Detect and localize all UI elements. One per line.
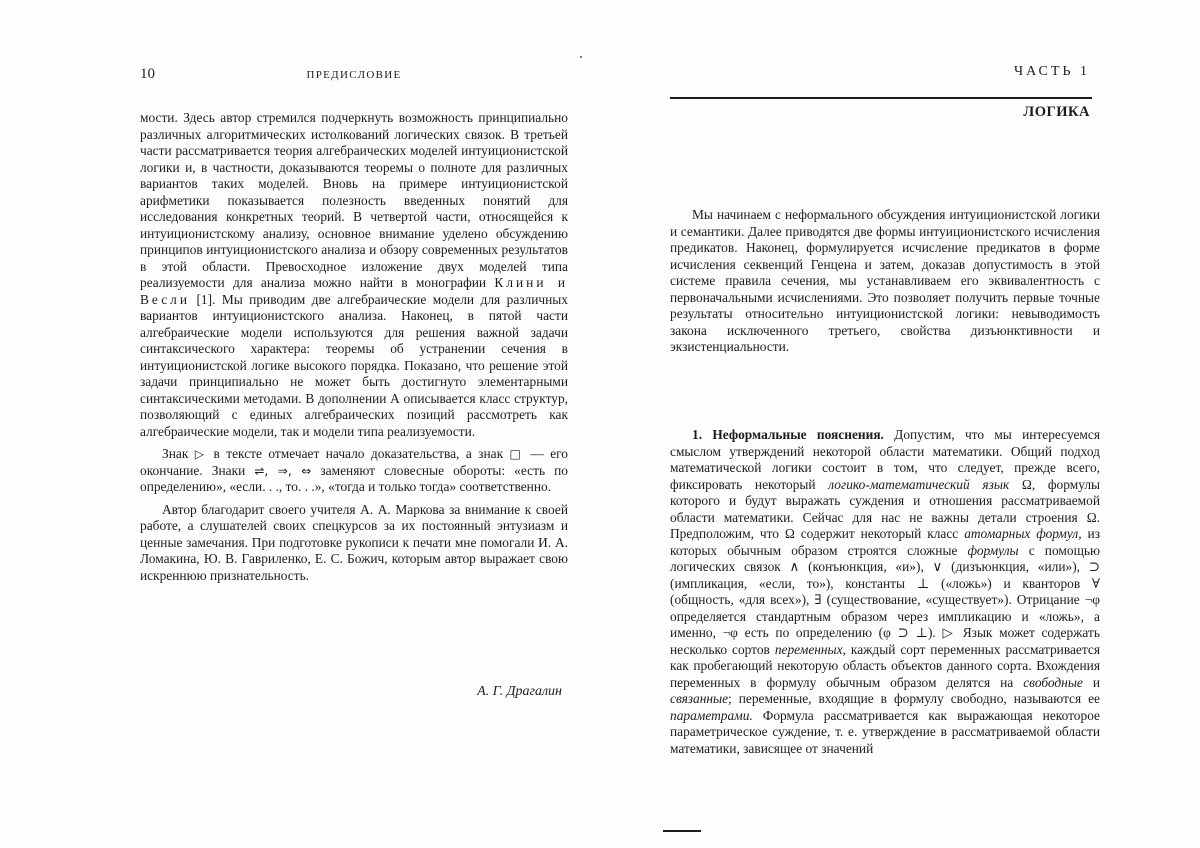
paragraph-text: каждый сорт переменных рассматривается как пробегающий некоторую область объектов данного сорта. Вхождения переменных в формулу обычным образом делятся на (670, 641, 1100, 690)
part-title: ЛОГИКА (1023, 104, 1090, 120)
proof-end-symbol: □ (509, 447, 524, 461)
preface-paragraph (140, 110, 568, 440)
paper-speck (580, 56, 582, 58)
italic-term: связанные (670, 691, 729, 706)
page-number: 10 (140, 66, 155, 82)
paragraph-text: с помощью логических связок ∧ (конъюнкция, «и»), ∨ (дизъюнкция, «или»), ⊃ (импликация, «если, то»), константы ⊥ («ложь») и кванторов ∀ (общность, «для всех»), ∃ (существование, «существует»). Отрицание ¬φ определяется стандартным образом через импликацию и «ложь», а именно, ¬φ есть по определению (φ ⊃ ⊥). ▷ Язык может содержать несколько сортов (670, 542, 1100, 657)
paragraph-text: заменяют словесные обороты: «есть по определению», «если. . ., то. . .», «тогда и только тогда» соответственно. (140, 462, 569, 494)
preface-text (140, 110, 568, 584)
section-1 (670, 427, 1100, 757)
paragraph-text: мости. Здесь автор стремился подчеркнуть возможность принципиально различных алгоритмических истолкований логических связок. В третьей части рассматривается теория алгебраических моделей интуиционистской логики и, в частности, доказываются теоремы о полноте для различных вариантов таких моделей. Вновь на примере интуиционистской арифметики показывается полезность введенных понятий для исследования конкретных теорий. В четвертой части, относящейся к интуиционистскому анализу, основное внимание уделено обсуждению принципов интуиционистского анализа и обзору современных результатов в этой области. Превосходное изложение двух моделей типа реализуемости для анализа можно найти в монографии (140, 110, 568, 290)
author-signature: А. Г. Драгалин (477, 684, 562, 699)
paragraph-text: Допустим, что мы интересуемся смыслом утверждений некоторой области математики. Общий подход математической логики состоит в том, что следует, прежде всего, фиксировать некоторый (670, 427, 1100, 492)
cited-authors: Клини и Весли (140, 275, 568, 307)
section-paragraph (670, 427, 1100, 757)
notation-paragraph (140, 446, 568, 496)
right-page (670, 0, 1100, 848)
paragraph-text: — его окончание. Знаки (140, 446, 568, 478)
header-rule (670, 97, 1092, 99)
italic-term: переменных, (774, 641, 846, 657)
paragraph-text: и (1082, 674, 1100, 690)
arrow-symbols: ⇌, ⇒, ⇔ (254, 463, 312, 478)
left-page (140, 0, 568, 848)
italic-term: параметрами. (670, 707, 753, 723)
acknowledgement-paragraph: Автор благодарит своего учителя А. А. Маркова за внимание к своей работе, а слушателей своих спецкурсов за их постоянный энтузиазм и ценные замечания. При подготовке рукописи к печати мне помогали И. А. Ломакина, Ю. В. Гавриленко, Е. С. Божич, которым автор выражает свою искреннюю признательность. (140, 501, 568, 583)
part-intro (670, 207, 1100, 356)
italic-term: формулы (967, 542, 1019, 558)
italic-term: логико-математический язык (828, 476, 1010, 492)
italic-term: атомарных формул, (964, 526, 1082, 541)
intro-paragraph: Мы начинаем с неформального обсуждения интуиционистской логики и семантики. Далее приводятся две формы интуиционистского исчисления предикатов. Наконец, формулируется исчисление предикатов в форме исчисления секвенций Генцена и затем, доказав допустимость в этой системе правила сечения, мы устанавливаем его эквивалентность с первоначальными исчислениями. Это позволяет получить первые точные результаты относительно интуиционистской логики: невыводимость закона исключенного третьего, свойства дизъюнктивности и экзистенциальности. (670, 207, 1100, 354)
proof-start-symbol: ▷ (194, 447, 208, 461)
paragraph-text: Ω, формулы которого и будут выражать суждения и отношения рассматриваемой области математики. Сейчас для нас не важны детали строения Ω. Предположим, что Ω содержит некоторый класс (670, 476, 1100, 541)
paragraph-text: [1]. Мы приводим две алгебраические модели для различных вариантов интуиционистского анализа. Наконец, в пятой части алгебраические модели используются для решения важной задачи синтаксического характера: теоремы об устранении сечения в интуиционистской логике высокого порядка. Показано, что решение этой задачи принципиально не может быть достигнуто элементарными синтаксическими методами. В дополнении А описывается класс структур, позволяющий с единых алгебраических позиций рассмотреть как алгебраические модели, так и модели типа реализуемости. (140, 291, 568, 439)
paragraph-text: ; переменные, входящие в формулу свободно, называются ее (728, 691, 1100, 706)
paragraph-text: Формула рассматривается как выражающая некоторое параметрическое суждение, т. е. утверждение в рассматриваемой области математики, зависящее от значений (670, 707, 1100, 756)
paragraph-text: в тексте отмечает начало доказательства, а знак (207, 446, 510, 461)
part-label: ЧАСТЬ 1 (1014, 64, 1090, 79)
running-head: ПРЕДИСЛОВИЕ (306, 69, 402, 81)
footer-dash (663, 830, 701, 832)
paragraph-text: из которых обычным образом строятся сложные (670, 526, 1101, 558)
italic-term: свободные (1023, 674, 1083, 690)
section-heading: 1. Неформальные пояснения. (692, 427, 884, 442)
paragraph-text: Знак (162, 446, 195, 461)
